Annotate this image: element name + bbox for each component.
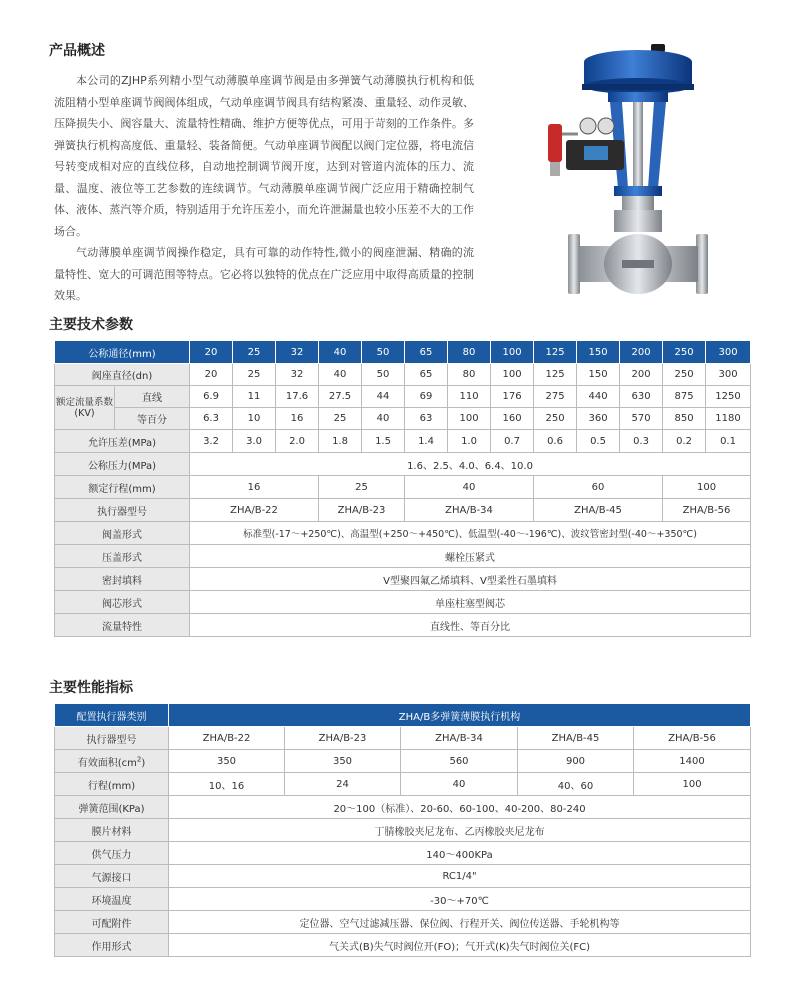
table-cell: 875 xyxy=(663,386,706,408)
header-cell: 供气压力 xyxy=(55,842,169,865)
table-cell: 1400 xyxy=(634,750,751,773)
table-cell: 850 xyxy=(663,408,706,430)
table-cell: 10 xyxy=(233,408,276,430)
table-cell: 25 xyxy=(319,408,362,430)
table-cell: 16 xyxy=(276,408,319,430)
table-cell: 100 xyxy=(663,476,751,499)
area-sup: 2 xyxy=(136,755,142,764)
table-row xyxy=(55,934,751,957)
table-cell: 6.3 xyxy=(190,408,233,430)
nominal-cell: 40 xyxy=(319,341,362,364)
table-row xyxy=(55,364,751,386)
table-cell: 20 xyxy=(190,364,233,386)
header-cell: 环境温度 xyxy=(55,888,169,911)
table-row xyxy=(55,476,751,499)
table-cell: V型聚四氟乙烯填料、V型柔性石墨填料 xyxy=(190,568,751,591)
nominal-cell: 20 xyxy=(190,341,233,364)
header-cell: ZHA/B多弹簧薄膜执行机构 xyxy=(169,704,751,727)
table-cell: 60 xyxy=(534,476,663,499)
table-cell: RC1/4" xyxy=(169,865,751,888)
perf-table xyxy=(54,703,751,957)
header-cell: 公称压力(MPa) xyxy=(55,453,190,476)
header-cell: 直线 xyxy=(115,386,190,408)
header-cell: 密封填料 xyxy=(55,568,190,591)
table-cell: 275 xyxy=(534,386,577,408)
header-cell: 执行器型号 xyxy=(55,499,190,522)
nominal-cell: 32 xyxy=(276,341,319,364)
header-cell: 阀芯形式 xyxy=(55,591,190,614)
table-cell: 6.9 xyxy=(190,386,233,408)
table-cell: 3.0 xyxy=(233,430,276,453)
table-cell: 44 xyxy=(362,386,405,408)
table-cell: 0.2 xyxy=(663,430,706,453)
overview-title: 产品概述 xyxy=(49,43,105,59)
table-cell: ZHA/B-23 xyxy=(285,727,401,750)
header-cell: 额定行程(mm) xyxy=(55,476,190,499)
table-row xyxy=(55,750,751,773)
header-cell: 额定流量系数(KV) xyxy=(55,386,115,430)
table-cell: 单座柱塞型阀芯 xyxy=(190,591,751,614)
table-cell: ZHA/B-34 xyxy=(405,499,534,522)
table-cell: 440 xyxy=(577,386,620,408)
table-row xyxy=(55,911,751,934)
table-cell: 32 xyxy=(276,364,319,386)
nominal-cell: 300 xyxy=(706,341,751,364)
table-cell: 300 xyxy=(706,364,751,386)
table-row xyxy=(55,591,751,614)
table-cell: 16 xyxy=(190,476,319,499)
table-cell: 0.6 xyxy=(534,430,577,453)
table-cell: 0.7 xyxy=(491,430,534,453)
table-cell: 65 xyxy=(405,364,448,386)
table-cell: 11 xyxy=(233,386,276,408)
table-cell: 100 xyxy=(634,773,751,796)
header-cell: 膜片材料 xyxy=(55,819,169,842)
control-valve-image xyxy=(548,38,708,300)
table-cell: 69 xyxy=(405,386,448,408)
header-cell: 阀盖形式 xyxy=(55,522,190,545)
table-cell: 2.0 xyxy=(276,430,319,453)
table-row xyxy=(55,453,751,476)
table-cell: 0.5 xyxy=(577,430,620,453)
header-cell: 弹簧范围(KPa) xyxy=(55,796,169,819)
table-cell: 570 xyxy=(620,408,663,430)
table-cell: ZHA/B-23 xyxy=(319,499,405,522)
table-cell: ZHA/B-56 xyxy=(634,727,751,750)
nominal-cell: 50 xyxy=(362,341,405,364)
header-cell: 配置执行器类别 xyxy=(55,704,169,727)
table-cell: ZHA/B-22 xyxy=(169,727,285,750)
table-cell: 50 xyxy=(362,364,405,386)
table-cell: 560 xyxy=(401,750,518,773)
table-cell: 100 xyxy=(448,408,491,430)
table-cell: ZHA/B-34 xyxy=(401,727,518,750)
header-cell: 可配附件 xyxy=(55,911,169,934)
tech-params-title: 主要技术参数 xyxy=(49,317,133,333)
table-row xyxy=(55,773,751,796)
table-cell: 直线性、等百分比 xyxy=(190,614,751,637)
table-cell: 125 xyxy=(534,364,577,386)
nominal-cell: 100 xyxy=(491,341,534,364)
header-cell: 气源接口 xyxy=(55,865,169,888)
header-cell: 允许压差(MPa) xyxy=(55,430,190,453)
table-cell: 40 xyxy=(401,773,518,796)
table-row xyxy=(55,865,751,888)
table-cell: 250 xyxy=(663,364,706,386)
table-cell: 900 xyxy=(518,750,634,773)
table-cell: 10、16 xyxy=(169,773,285,796)
nominal-cell: 150 xyxy=(577,341,620,364)
nominal-cell: 65 xyxy=(405,341,448,364)
table-cell: -30～+70℃ xyxy=(169,888,751,911)
overview-paragraph-2: 气动薄膜单座调节阀操作稳定，具有可靠的动作特性,微小的阀座泄漏、精确的流量特性、宽大的可调范围等特点。它必将以独特的优点在广泛应用中取得高质量的控制效果。 xyxy=(54,246,474,302)
table-cell: 25 xyxy=(233,364,276,386)
table-cell: 40 xyxy=(319,364,362,386)
nominal-cell: 25 xyxy=(233,341,276,364)
table-cell: 0.1 xyxy=(706,430,751,453)
table-cell: 气关式(B)失气时阀位开(FO)；气开式(K)失气时阀位关(FC) xyxy=(169,934,751,957)
table-cell: 630 xyxy=(620,386,663,408)
table-cell: 160 xyxy=(491,408,534,430)
table-row xyxy=(55,888,751,911)
table-row xyxy=(55,842,751,865)
table-cell: 1.0 xyxy=(448,430,491,453)
table-cell: 25 xyxy=(319,476,405,499)
table-cell: 1.4 xyxy=(405,430,448,453)
overview-text xyxy=(54,70,474,307)
table-cell: 140～400KPa xyxy=(169,842,751,865)
table-cell: 24 xyxy=(285,773,401,796)
nominal-cell: 125 xyxy=(534,341,577,364)
table-cell: 360 xyxy=(577,408,620,430)
table-row xyxy=(55,727,751,750)
perf-title: 主要性能指标 xyxy=(49,680,133,696)
table-cell: 1250 xyxy=(706,386,751,408)
table-cell: ZHA/B-45 xyxy=(534,499,663,522)
table-cell: 150 xyxy=(577,364,620,386)
table-cell: 标准型(-17～+250℃)、高温型(+250～+450℃)、低温型(-40～-196℃)、波纹管密封型(-40～+350℃) xyxy=(190,522,751,545)
table-cell: 250 xyxy=(534,408,577,430)
table-cell: 丁腈橡胶夹尼龙布、乙丙橡胶夹尼龙布 xyxy=(169,819,751,842)
nominal-cell: 200 xyxy=(620,341,663,364)
table-cell: 螺栓压紧式 xyxy=(190,545,751,568)
table-cell: 1.5 xyxy=(362,430,405,453)
table-cell: 40、60 xyxy=(518,773,634,796)
table-cell: 20～100（标准）、20-60、60-100、40-200、80-240 xyxy=(169,796,751,819)
table-cell: 1.8 xyxy=(319,430,362,453)
area-label: 有效面积(cm xyxy=(77,757,137,769)
table-cell: 17.6 xyxy=(276,386,319,408)
header-cell: 行程(mm) xyxy=(55,773,169,796)
table-cell: 0.3 xyxy=(620,430,663,453)
header-cell: 流量特性 xyxy=(55,614,190,637)
table-cell: 63 xyxy=(405,408,448,430)
header-cell: 压盖形式 xyxy=(55,545,190,568)
table-cell: 定位器、空气过滤减压器、保位阀、行程开关、阀位传送器、手轮机构等 xyxy=(169,911,751,934)
header-cell xyxy=(55,750,169,773)
table-cell: 350 xyxy=(285,750,401,773)
table-cell: ZHA/B-22 xyxy=(190,499,319,522)
table-cell: 40 xyxy=(362,408,405,430)
nominal-cell: 80 xyxy=(448,341,491,364)
table-row xyxy=(55,614,751,637)
table-cell: 176 xyxy=(491,386,534,408)
nominal-cell: 250 xyxy=(663,341,706,364)
table-row xyxy=(55,341,751,364)
table-row xyxy=(55,545,751,568)
table-cell: 40 xyxy=(405,476,534,499)
table-cell: 3.2 xyxy=(190,430,233,453)
table-cell: ZHA/B-45 xyxy=(518,727,634,750)
table-cell: 27.5 xyxy=(319,386,362,408)
table-cell: 200 xyxy=(620,364,663,386)
table-row xyxy=(55,704,751,727)
table-row xyxy=(55,408,751,430)
tech-params-table xyxy=(54,340,751,637)
header-cell: 公称通径(mm) xyxy=(55,341,190,364)
header-cell: 作用形式 xyxy=(55,934,169,957)
table-row xyxy=(55,819,751,842)
table-cell: 1.6、2.5、4.0、6.4、10.0 xyxy=(190,453,751,476)
table-cell: 1180 xyxy=(706,408,751,430)
table-row xyxy=(55,430,751,453)
table-cell: 110 xyxy=(448,386,491,408)
table-row xyxy=(55,568,751,591)
table-row xyxy=(55,796,751,819)
header-cell: 阀座直径(dn) xyxy=(55,364,190,386)
area-close: ) xyxy=(141,757,146,769)
table-row xyxy=(55,499,751,522)
table-row xyxy=(55,386,751,408)
table-cell: 80 xyxy=(448,364,491,386)
table-cell: ZHA/B-56 xyxy=(663,499,751,522)
table-cell: 350 xyxy=(169,750,285,773)
table-cell: 100 xyxy=(491,364,534,386)
table-row xyxy=(55,522,751,545)
header-cell: 等百分 xyxy=(115,408,190,430)
overview-paragraph-1: 本公司的ZJHP系列精小型气动薄膜单座调节阀是由多弹簧气动薄膜执行机构和低流阻精小型单座调节阀阀体组成，气动单座调节阀具有结构紧凑、重量轻、动作灵敏、压降损失小、阀容量大、流量特性精确、维护方便等优点，可用于苛刻的工作条件。多弹簧执行机构高度低、重量轻、装备简便。气动单座调节阀配以阀门定位器，将电流信号转变成相对应的直线位移，自动地控制调节阀开度，达到对管道内流体的压力、流量、温度、液位等工艺参数的连续调节。气动薄膜单座调节阀广泛应用于精确控制气体、液体、蒸汽等介质，特别适用于允许压差小，而允许泄漏量也较小压差不大的工作场合。 xyxy=(54,74,474,238)
header-cell: 执行器型号 xyxy=(55,727,169,750)
